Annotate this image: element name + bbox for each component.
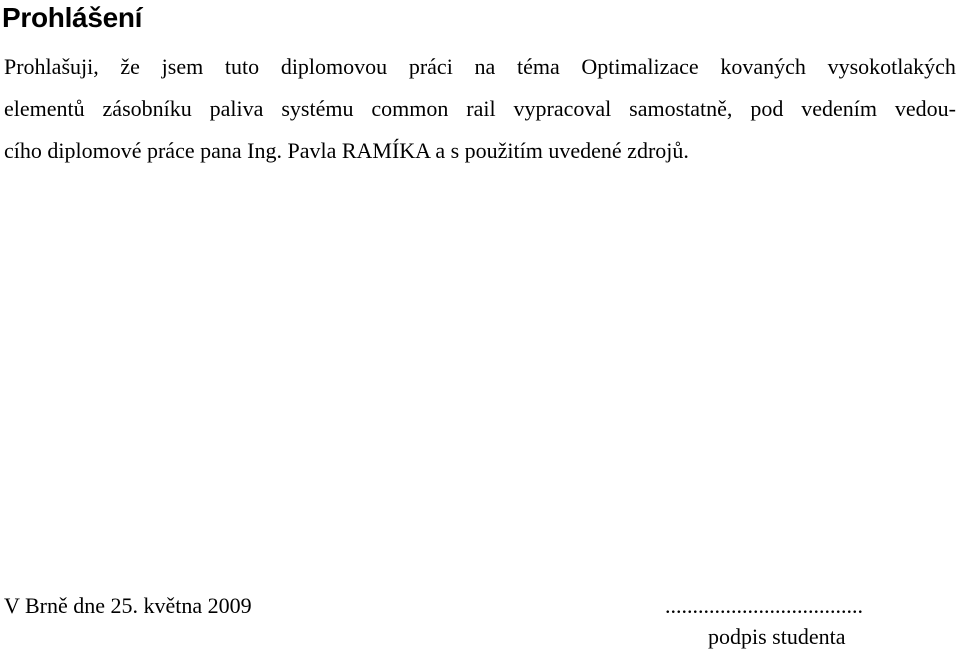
declaration-line-2 xyxy=(4,88,956,130)
declaration-line-3: cího diplomové práce pana Ing. Pavla RAMÍKA a s použitím uvedené zdrojů. xyxy=(4,138,689,163)
word: common xyxy=(371,96,449,121)
word: Optimalizace xyxy=(581,54,699,79)
word: Prohlašuji, xyxy=(4,54,99,79)
word: kovaných xyxy=(720,54,806,79)
signature-line: .................................... xyxy=(665,593,863,618)
place-and-date: V Brně dne 25. května 2009 xyxy=(4,593,252,618)
word: diplomovou xyxy=(280,54,388,79)
word: paliva xyxy=(209,96,264,121)
word: vedou- xyxy=(894,96,956,121)
word: vedením xyxy=(801,96,877,121)
word: práci xyxy=(408,54,453,79)
word: tuto xyxy=(224,54,260,79)
word: elementů xyxy=(4,96,85,121)
signature-label: podpis studenta xyxy=(708,624,846,649)
declaration-line-1 xyxy=(4,46,956,88)
page-title: Prohlášení xyxy=(2,2,143,33)
word: pod xyxy=(750,96,784,121)
word: vysokotlakých xyxy=(827,54,956,79)
word: téma xyxy=(516,54,560,79)
word: zásobníku xyxy=(102,96,192,121)
word: na xyxy=(474,54,496,79)
word: vypracoval xyxy=(513,96,612,121)
word: že xyxy=(120,54,140,79)
word: jsem xyxy=(161,54,204,79)
word: rail xyxy=(466,96,496,121)
word: samostatně, xyxy=(629,96,733,121)
word: systému xyxy=(281,96,354,121)
